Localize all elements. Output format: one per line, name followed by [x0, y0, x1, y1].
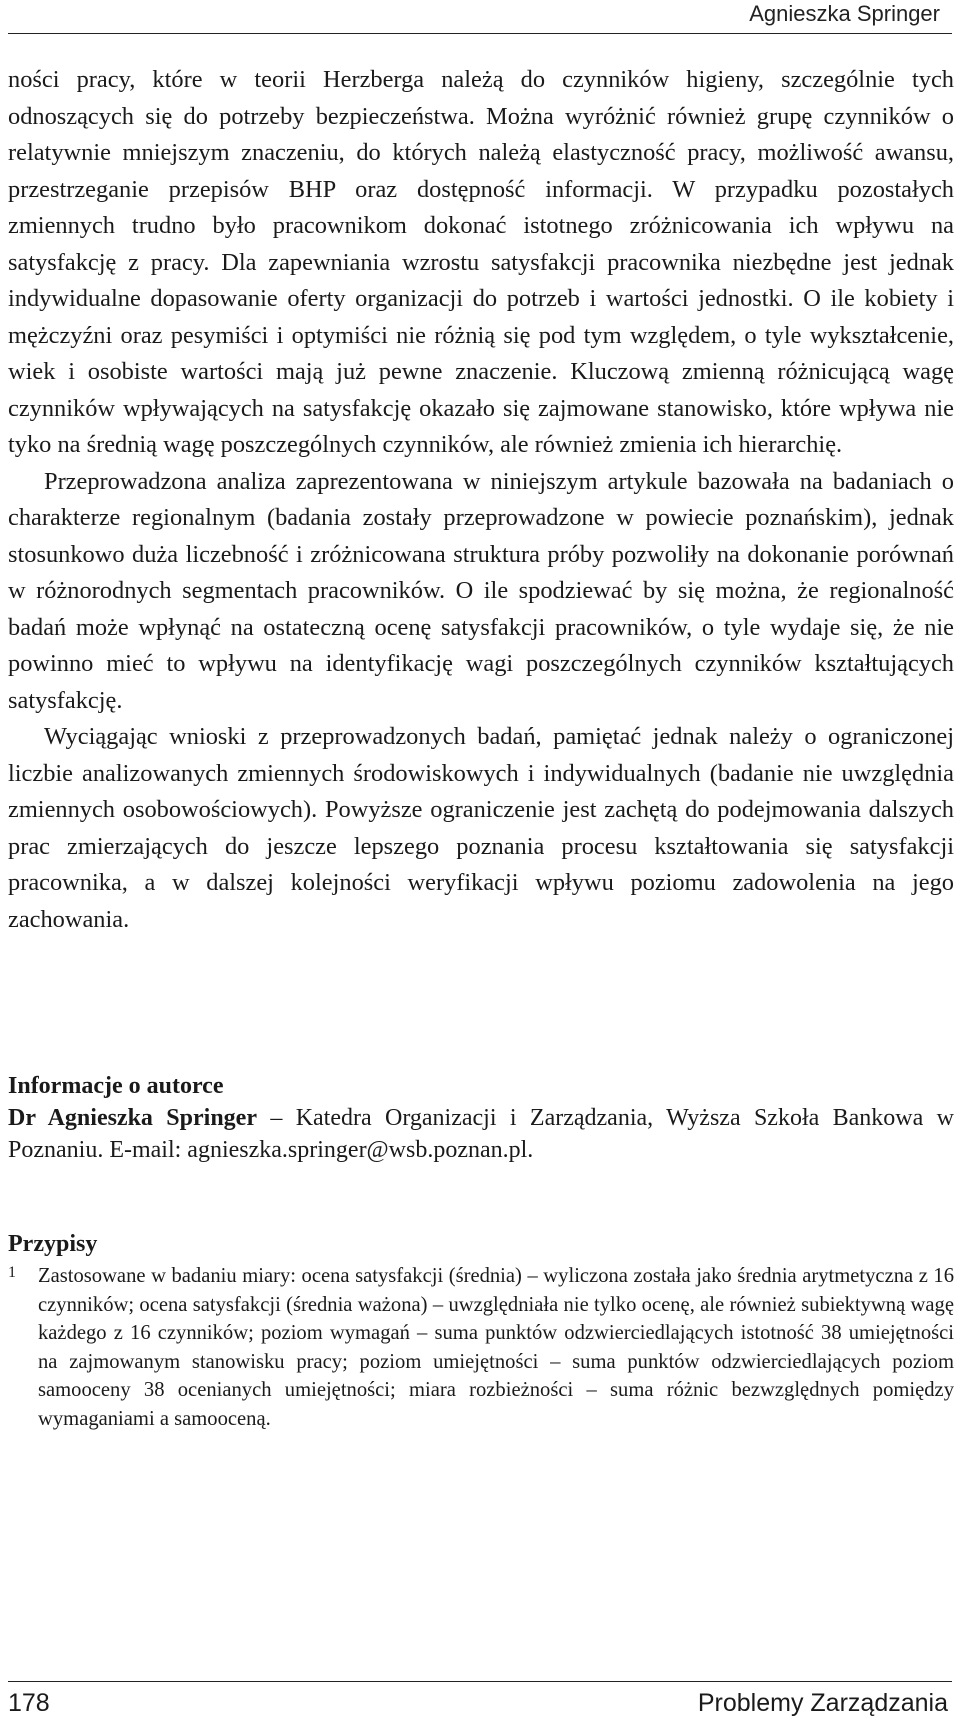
- header-rule: [8, 33, 952, 34]
- footnote-mark: 1: [8, 1264, 16, 1281]
- page-number: 178: [8, 1689, 50, 1717]
- author-info-text: [8, 1102, 954, 1166]
- paragraph-2: Przeprowadzona analiza zaprezentowana w niniejszym artykule bazowała na badaniach o charakterze regionalnym (badania zostały przeprowadzone w powiecie poznańskim), jednak stosunkowo duża liczebność i zróżnicowana struktura próby pozwoliły na dokonanie porównań w różnorodnych segmentach pracowników. O ile spodziewać by się można, że regionalność badań może wpłynąć na ostateczną ocenę satysfakcji pracowników, o tyle wydaje się, że nie powinno mieć to wpływu na identyfikację wagi poszczególnych czynników kształtujących satysfakcję.: [8, 467, 954, 714]
- author-name: Dr Agnieszka Springer: [8, 1105, 257, 1131]
- footnotes: [8, 1228, 954, 1434]
- paragraph-1: ności pracy, które w teorii Herzberga należą do czynników higieny, szczególnie tych odnoszących się do potrzeby bezpieczeństwa. Można wyróżnić również grupę czynników o relatywnie mniejszym znaczeniu, do których należą elastyczność pracy, możliwość awansu, przestrzeganie przepisów BHP oraz dostępność informacji. W przypadku pozostałych zmiennych trudno było pracownikom dokonać istotnego zróżnicowania ich wpływu na satysfakcję z pracy. Dla zapewniania wzrostu satysfakcji pracownika niezbędne jest jednak indywidualne dopasowanie oferty organizacji do potrzeb i wartości jednostki. O ile kobiety i mężczyźni oraz pesymiści i optymiści nie różnią się pod tym względem, o tyle wykształcenie, wiek i osobiste wartości mają już pewne znaczenie. Kluczową zmienną różnicującą wagę czynników wpływających na satysfakcję okazało się zajmowane stanowisko, które wpływa nie tyko na średnią wagę poszczególnych czynników, ale również zmienia ich hierarchię.: [8, 66, 954, 458]
- journal-name: Problemy Zarządzania: [697, 1689, 948, 1717]
- author-info-heading: Informacje o autorce: [8, 1073, 224, 1099]
- footnote-text: Zastosowane w badaniu miary: ocena satysfakcji (średnia) – wyliczona została jako średnia arytmetyczna z 16 czynników; ocena satysfakcji (średnia ważona) – uwzględniała nie tylko ocenę, ale również subiektywną wagę każdego z 16 czynników; poziom wymagań – suma punktów odzwierciedlających istotność 38 umiejętności na zajmowanym stanowisku pracy; poziom umiejętności – suma punktów odzwierciedlających poziom samooceny 38 ocenianych umiejętności; miara rozbieżności – suma różnic bezwzględnych pomiędzy wymaganiami a samooceną.: [38, 1265, 954, 1430]
- running-head: Agnieszka Springer: [749, 1, 940, 26]
- paragraph-3: Wyciągając wnioski z przeprowadzonych badań, pamiętać jednak należy o ograniczonej liczbie analizowanych zmiennych środowiskowych i indywidualnych (badanie nie uwzględnia zmiennych osobowościowych). Powyższe ograniczenie jest zachętą do podejmowania dalszych prac zmierzających do jeszcze lepszego poznania procesu kształtowania się satysfakcji pracownika, a w dalszej kolejności weryfikacji wpływu poziomu zadowolenia na jego zachowania.: [8, 723, 954, 933]
- body-text: [8, 62, 954, 938]
- author-affiliation: – Katedra Organizacji i Zarządzania, Wyższa Szkoła Bankowa w Poznaniu. E-mail: agnieszka.springer@wsb.poznan.pl.: [8, 1105, 954, 1163]
- author-info: [8, 1070, 954, 1166]
- footnote-item: [8, 1262, 954, 1434]
- footnotes-heading: Przypisy: [8, 1231, 98, 1257]
- footer-rule: [8, 1681, 952, 1682]
